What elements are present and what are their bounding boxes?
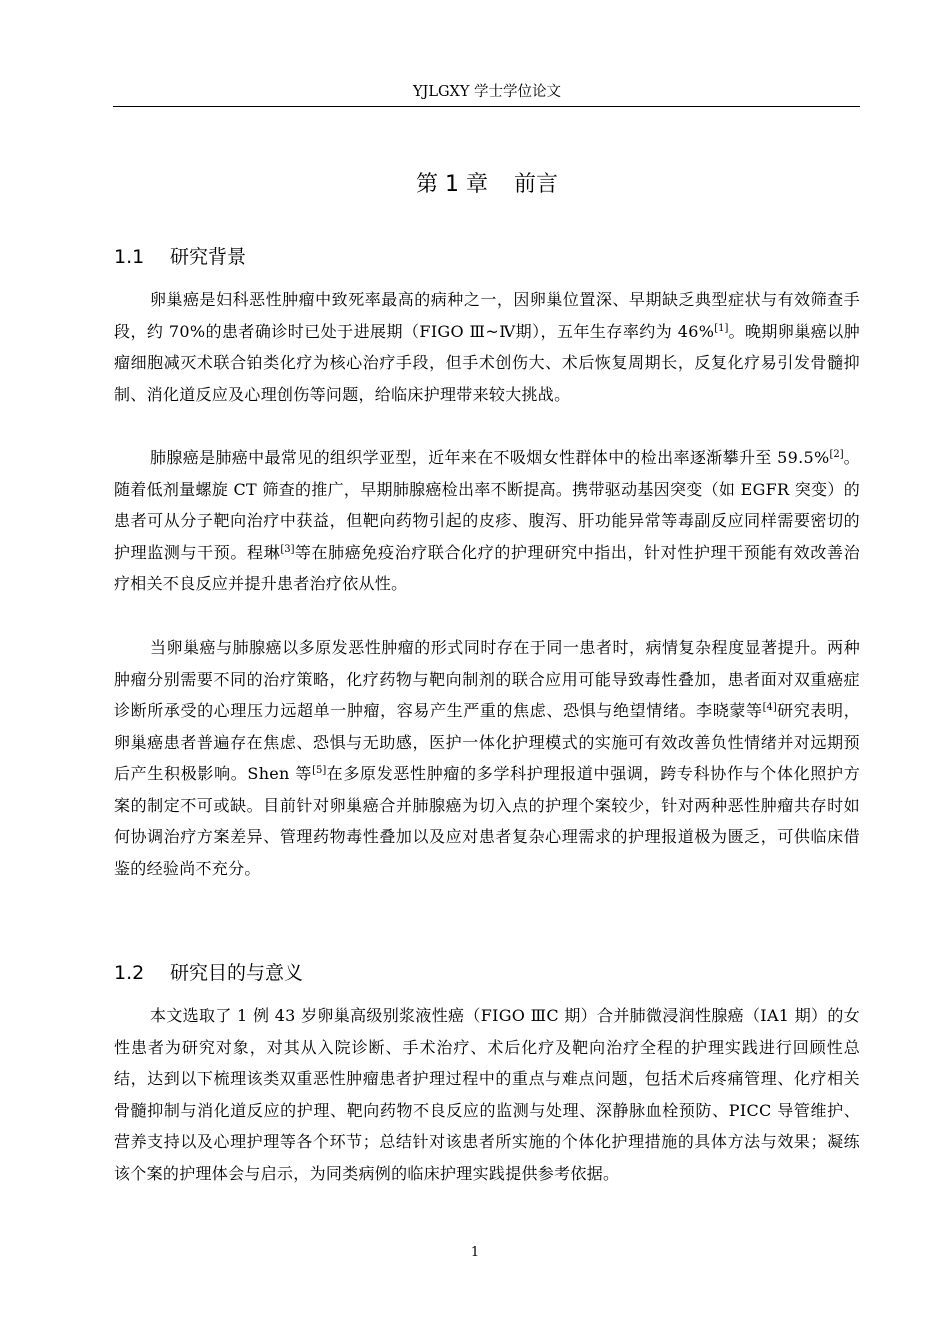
running-header: YJLGXY 学士学位论文 <box>412 84 562 100</box>
section-title: 研究背景 <box>170 246 247 268</box>
section-number: 1.2 <box>114 962 145 984</box>
citation-ref: [2] <box>829 449 844 460</box>
citation-ref: [1] <box>714 322 729 334</box>
header-divider <box>113 106 860 107</box>
page-number: 1 <box>470 1245 480 1260</box>
paragraph-background-2: 肺腺癌是肺癌中最常见的组织学亚型，近年来在不吸烟女性群体中的检出率逐渐攀升至 59.5%[2]。随着低剂量螺旋 CT 筛查的推广，早期肺腺癌检出率不断提高。携带驱动基因突变（如 EGFR 突变）的患者可从分子靶向治疗中获益，但靶向药物引起的皮疹、腹泻、肝功能异常等毒副反应同样需要密切的护理监测与干预。程琳[3]等在肺癌免疫治疗联合化疗的护理研究中指出，针对性护理干预能有效改善治疗相关不良反应并提升患者治疗依从性。 <box>114 448 860 593</box>
chapter-number: 第 1 章 <box>416 172 488 197</box>
chapter-title: 前言 <box>513 172 558 197</box>
chapter-heading <box>114 170 860 200</box>
citation-ref: [4] <box>762 702 777 713</box>
paragraph-background-1: 卵巢癌是妇科恶性肿瘤中致死率最高的病种之一，因卵巢位置深、早期缺乏典型症状与有效筛查手段，约 70%的患者确诊时已处于进展期（FIGO Ⅲ~Ⅳ期），五年生存率约为 46%[1]。晚期卵巢癌以肿瘤细胞减灭术联合铂类化疗为核心治疗手段，但手术创伤大、术后恢复周期长，反复化疗易引发骨髓抑制、消化道反应及心理创伤等问题，给临床护理带来较大挑战。 <box>114 290 861 404</box>
paragraph-purpose: 本文选取了 1 例 43 岁卵巢高级别浆液性癌（FIGO ⅢC 期）合并肺微浸润性腺癌（ⅠA1 期）的女性患者为研究对象，对其从入院诊断、手术治疗、术后化疗及靶向治疗全程的护理实践进行回顾性总结，达到以下梳理该类双重恶性肿瘤患者护理过程中的重点与难点问题，包括术后疼痛管理、化疗相关骨髓抑制与消化道反应的护理、靶向药物不良反应的监测与处理、深静脉血栓预防、PICC 导管维护、营养支持以及心理护理等各个环节；总结针对该患者所实施的个体化护理措施的具体方法与效果；凝练该个案的护理体会与启示，为同类病例的临床护理实践提供参考依据。 <box>114 1006 860 1183</box>
paragraph-background-3: 当卵巢癌与肺腺癌以多原发恶性肿瘤的形式同时存在于同一患者时，病情复杂程度显著提升。两种肿瘤分别需要不同的治疗策略，化疗药物与靶向制剂的联合应用可能导致毒性叠加，患者面对双重癌症诊断所承受的心理压力远超单一肿瘤，容易产生严重的焦虑、恐惧与绝望情绪。李晓蒙等[4]研究表明，卵巢癌患者普遍存在焦虑、恐惧与无助感，医护一体化护理模式的实施可有效改善负性情绪并对远期预后产生积极影响。Shen 等[5]在多原发恶性肿瘤的多学科护理报道中强调，跨专科协作与个体化照护方案的制定不可或缺。目前针对卵巢癌合并肺腺癌为切入点的护理个案较少，针对两种恶性肿瘤共存时如何协调治疗方案差异、管理药物毒性叠加以及应对患者复杂心理需求的护理报道极为匮乏，可供临床借鉴的经验尚不充分。 <box>114 638 860 878</box>
citation-ref: [3] <box>280 543 295 555</box>
citation-ref: [5] <box>312 765 327 776</box>
section-heading-1-1 <box>114 244 246 270</box>
section-title: 研究目的与意义 <box>170 962 304 984</box>
section-heading-1-2 <box>114 960 303 986</box>
section-number: 1.1 <box>114 246 145 268</box>
